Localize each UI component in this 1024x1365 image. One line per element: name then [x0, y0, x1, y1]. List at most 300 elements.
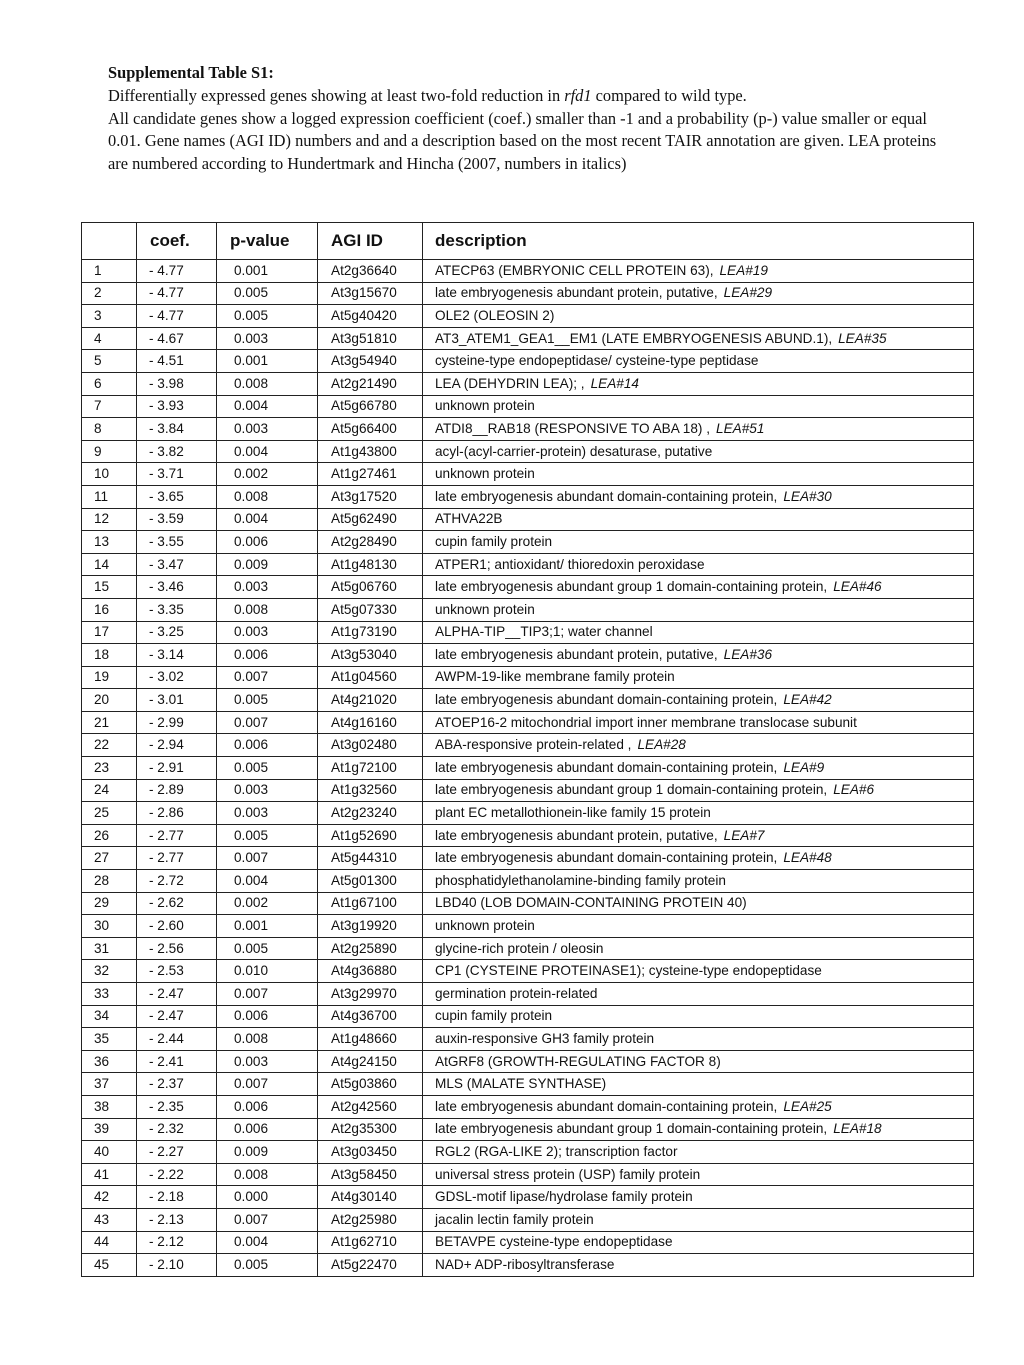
row-index: [82, 621, 137, 644]
row-p-value-text: 0.005: [234, 692, 269, 708]
row-agi-id: [318, 779, 423, 802]
row-coef-text: - 3.14: [149, 646, 184, 662]
row-agi-id-text: At3g51810: [331, 330, 397, 346]
row-agi-id: [318, 1005, 423, 1028]
table-row: [82, 1208, 974, 1231]
row-agi-id-text: At3g19920: [331, 918, 397, 934]
row-description-text: cupin family protein: [435, 1008, 553, 1024]
row-coef-text: - 2.32: [149, 1121, 184, 1137]
row-p-value: [217, 327, 318, 350]
row-index-text: 9: [94, 443, 102, 459]
row-index-text: 39: [94, 1121, 110, 1137]
row-coef: [137, 779, 217, 802]
row-coef-text: - 2.94: [149, 737, 184, 753]
row-coef-text: - 3.98: [149, 375, 184, 391]
row-agi-id: [318, 327, 423, 350]
row-p-value-text: 0.006: [234, 1098, 269, 1114]
row-agi-id-text: At1g43800: [331, 443, 397, 459]
row-coef-text: - 3.35: [149, 601, 184, 617]
row-agi-id: [318, 847, 423, 870]
row-agi-id-text: At1g27461: [331, 466, 397, 482]
row-index-text: 23: [94, 759, 110, 775]
table-row: [82, 892, 974, 915]
row-description-text: ABA-responsive protein-related ,: [435, 737, 632, 753]
row-index: [82, 508, 137, 531]
row-coef-text: - 3.01: [149, 692, 184, 708]
row-coef: [137, 598, 217, 621]
row-p-value: [217, 779, 318, 802]
row-p-value: [217, 1095, 318, 1118]
row-description: [423, 1141, 974, 1164]
table-row: [82, 734, 974, 757]
row-coef-text: - 2.60: [149, 918, 184, 934]
row-description: [423, 960, 974, 983]
row-description-text: ATECP63 (EMBRYONIC CELL PROTEIN 63),: [435, 262, 714, 278]
row-description: [423, 666, 974, 689]
row-index-text: 22: [94, 737, 110, 753]
row-p-value-text: 0.003: [234, 624, 269, 640]
row-p-value-text: 0.003: [234, 330, 269, 346]
row-p-value-text: 0.006: [234, 1008, 269, 1024]
row-coef: [137, 576, 217, 599]
row-description: [423, 689, 974, 712]
row-index-text: 36: [94, 1053, 110, 1069]
row-coef: [137, 847, 217, 870]
row-agi-id: [318, 1208, 423, 1231]
row-p-value: [217, 621, 318, 644]
row-agi-id-text: At3g54940: [331, 353, 397, 369]
row-description-text: GDSL-motif lipase/hydrolase family protein: [435, 1189, 693, 1205]
row-agi-id-text: At1g32560: [331, 782, 397, 798]
table-row: [82, 531, 974, 554]
row-agi-id: [318, 1028, 423, 1051]
row-description-text: late embryogenesis abundant protein, putative,: [435, 285, 718, 301]
row-index-text: 6: [94, 375, 102, 391]
row-description-text: RGL2 (RGA-LIKE 2); transcription factor: [435, 1143, 678, 1159]
row-coef-text: - 2.35: [149, 1098, 184, 1114]
row-description-text: late embryogenesis abundant domain-containing protein,: [435, 1098, 778, 1114]
table-header-row: [82, 223, 974, 260]
row-index-text: 29: [94, 895, 110, 911]
row-agi-id: [318, 418, 423, 441]
row-description-text: late embryogenesis abundant protein, putative,: [435, 827, 718, 843]
row-agi-id-text: At3g53040: [331, 646, 397, 662]
row-description: [423, 915, 974, 938]
row-p-value-text: 0.006: [234, 533, 269, 549]
row-agi-id: [318, 463, 423, 486]
row-description: [423, 531, 974, 554]
row-p-value-text: 0.006: [234, 1121, 269, 1137]
row-p-value: [217, 734, 318, 757]
row-agi-id: [318, 260, 423, 283]
row-agi-id-text: At1g48130: [331, 556, 397, 572]
table-row: [82, 508, 974, 531]
row-description: [423, 1118, 974, 1141]
table-row: [82, 644, 974, 667]
row-description: [423, 711, 974, 734]
row-p-value-text: 0.004: [234, 1234, 269, 1250]
row-agi-id: [318, 734, 423, 757]
row-agi-id-text: At5g62490: [331, 511, 397, 527]
row-coef: [137, 1073, 217, 1096]
table-caption: [108, 62, 948, 176]
row-description: [423, 779, 974, 802]
table-row: [82, 1163, 974, 1186]
row-coef-text: - 2.91: [149, 759, 184, 775]
row-agi-id: [318, 305, 423, 328]
row-agi-id-text: At5g03860: [331, 1076, 397, 1092]
row-coef: [137, 440, 217, 463]
row-description: [423, 260, 974, 283]
row-coef-text: - 2.41: [149, 1053, 184, 1069]
row-index: [82, 598, 137, 621]
table-row: [82, 282, 974, 305]
row-coef-text: - 2.47: [149, 985, 184, 1001]
row-index-text: 42: [94, 1189, 110, 1205]
row-description-text: unknown protein: [435, 466, 535, 482]
table-row: [82, 621, 974, 644]
row-agi-id-text: At1g73190: [331, 624, 397, 640]
table-row: [82, 1231, 974, 1254]
row-description-text: OLE2 (OLEOSIN 2): [435, 307, 555, 323]
row-coef-text: - 4.67: [149, 330, 184, 346]
row-description: [423, 1254, 974, 1277]
row-description-text: late embryogenesis abundant domain-containing protein,: [435, 692, 778, 708]
row-description: [423, 1208, 974, 1231]
lea-number: LEA#18: [833, 1121, 882, 1137]
row-index-text: 28: [94, 872, 110, 888]
row-index: [82, 1005, 137, 1028]
row-index-text: 31: [94, 940, 110, 956]
row-agi-id-text: At3g15670: [331, 285, 397, 301]
row-agi-id-text: At5g66400: [331, 420, 397, 436]
caption-heading: Supplemental Table S1:: [108, 63, 274, 82]
row-coef-text: - 2.72: [149, 872, 184, 888]
row-coef: [137, 1208, 217, 1231]
row-index-text: 32: [94, 963, 110, 979]
row-coef-text: - 2.12: [149, 1234, 184, 1250]
table-row: [82, 485, 974, 508]
row-agi-id-text: At1g04560: [331, 669, 397, 685]
row-agi-id-text: At5g01300: [331, 872, 397, 888]
row-index: [82, 305, 137, 328]
row-index: [82, 711, 137, 734]
lea-number: LEA#14: [590, 375, 639, 391]
row-coef-text: - 3.47: [149, 556, 184, 572]
row-index: [82, 553, 137, 576]
row-index-text: 11: [94, 488, 109, 504]
table-row: [82, 1095, 974, 1118]
row-index: [82, 824, 137, 847]
lea-number: LEA#35: [838, 330, 887, 346]
row-description: [423, 1005, 974, 1028]
caption-line-1: [108, 85, 948, 108]
row-description: [423, 282, 974, 305]
row-index-text: 7: [94, 398, 102, 414]
row-coef-text: - 3.82: [149, 443, 184, 459]
row-coef-text: - 2.86: [149, 805, 184, 821]
row-agi-id: [318, 372, 423, 395]
row-index: [82, 1050, 137, 1073]
row-agi-id-text: At2g25890: [331, 940, 397, 956]
row-description: [423, 1028, 974, 1051]
row-index: [82, 870, 137, 893]
row-agi-id-text: At2g35300: [331, 1121, 397, 1137]
row-agi-id: [318, 757, 423, 780]
row-p-value: [217, 463, 318, 486]
row-p-value-text: 0.005: [234, 940, 269, 956]
header-agi-id: AGI ID: [318, 223, 423, 260]
row-p-value: [217, 937, 318, 960]
row-agi-id: [318, 1163, 423, 1186]
row-coef: [137, 734, 217, 757]
row-p-value: [217, 1208, 318, 1231]
row-p-value: [217, 1050, 318, 1073]
row-coef: [137, 915, 217, 938]
table-row: [82, 305, 974, 328]
row-agi-id-text: At3g17520: [331, 488, 397, 504]
row-agi-id: [318, 1118, 423, 1141]
row-index: [82, 1231, 137, 1254]
row-agi-id-text: At2g36640: [331, 262, 397, 278]
row-index-text: 30: [94, 918, 110, 934]
row-p-value: [217, 757, 318, 780]
row-index: [82, 1028, 137, 1051]
lea-number: LEA#48: [783, 850, 832, 866]
row-p-value-text: 0.005: [234, 285, 269, 301]
row-p-value: [217, 372, 318, 395]
row-index-text: 41: [94, 1166, 110, 1182]
row-p-value-text: 0.007: [234, 669, 269, 685]
row-index: [82, 576, 137, 599]
row-p-value: [217, 1163, 318, 1186]
row-coef: [137, 870, 217, 893]
row-index: [82, 1141, 137, 1164]
table-row: [82, 689, 974, 712]
row-description: [423, 870, 974, 893]
row-index-text: 33: [94, 985, 110, 1001]
row-description-text: plant EC metallothionein-like family 15 protein: [435, 805, 711, 821]
table-row: [82, 463, 974, 486]
row-agi-id: [318, 1186, 423, 1209]
row-p-value-text: 0.005: [234, 759, 269, 775]
row-p-value: [217, 1005, 318, 1028]
row-p-value: [217, 1254, 318, 1277]
row-description: [423, 372, 974, 395]
row-index: [82, 350, 137, 373]
row-p-value-text: 0.007: [234, 1211, 269, 1227]
row-coef-text: - 3.71: [149, 466, 184, 482]
row-index: [82, 734, 137, 757]
row-description-text: ATPER1; antioxidant/ thioredoxin peroxidase: [435, 556, 705, 572]
row-p-value: [217, 598, 318, 621]
table-row: [82, 327, 974, 350]
row-description-text: phosphatidylethanolamine-binding family protein: [435, 872, 726, 888]
row-coef: [137, 372, 217, 395]
row-p-value: [217, 1141, 318, 1164]
row-agi-id: [318, 508, 423, 531]
row-coef: [137, 689, 217, 712]
row-agi-id-text: At3g03450: [331, 1143, 397, 1159]
row-description: [423, 395, 974, 418]
row-p-value-text: 0.001: [234, 353, 269, 369]
row-description-text: unknown protein: [435, 918, 535, 934]
row-description: [423, 327, 974, 350]
row-description-text: late embryogenesis abundant domain-containing protein,: [435, 850, 778, 866]
row-coef-text: - 3.55: [149, 533, 184, 549]
row-agi-id-text: At2g23240: [331, 805, 397, 821]
table-row: [82, 870, 974, 893]
row-p-value-text: 0.006: [234, 646, 269, 662]
row-coef-text: - 2.18: [149, 1189, 184, 1205]
row-agi-id: [318, 1254, 423, 1277]
lea-number: LEA#36: [723, 646, 773, 662]
row-p-value-text: 0.004: [234, 511, 269, 527]
lea-number: LEA#42: [783, 692, 832, 708]
row-coef-text: - 3.84: [149, 420, 184, 436]
row-coef: [137, 1028, 217, 1051]
row-description: [423, 350, 974, 373]
row-coef-text: - 2.44: [149, 1030, 184, 1046]
table-row: [82, 418, 974, 441]
row-p-value: [217, 666, 318, 689]
row-index: [82, 983, 137, 1006]
row-agi-id-text: At2g25980: [331, 1211, 397, 1227]
row-index: [82, 1163, 137, 1186]
row-index: [82, 531, 137, 554]
row-description-text: CP1 (CYSTEINE PROTEINASE1); cysteine-type endopeptidase: [435, 963, 822, 979]
table-row: [82, 847, 974, 870]
table-row: [82, 666, 974, 689]
row-coef-text: - 2.77: [149, 827, 184, 843]
row-index-text: 43: [94, 1211, 110, 1227]
row-description: [423, 1231, 974, 1254]
row-description: [423, 892, 974, 915]
row-index-text: 5: [94, 353, 102, 369]
row-description: [423, 305, 974, 328]
row-p-value: [217, 892, 318, 915]
row-p-value-text: 0.001: [234, 262, 269, 278]
lea-number: LEA#51: [716, 420, 765, 436]
table-row: [82, 1073, 974, 1096]
row-p-value: [217, 689, 318, 712]
row-p-value-text: 0.000: [234, 1189, 269, 1205]
row-description: [423, 1186, 974, 1209]
row-index-text: 2: [94, 285, 102, 301]
row-description-text: NAD+ ADP-ribosyltransferase: [435, 1256, 615, 1272]
row-coef: [137, 1254, 217, 1277]
row-p-value: [217, 418, 318, 441]
row-description-text: LBD40 (LOB DOMAIN-CONTAINING PROTEIN 40): [435, 895, 747, 911]
table-row: [82, 553, 974, 576]
row-description-text: late embryogenesis abundant domain-containing protein,: [435, 759, 778, 775]
row-description: [423, 508, 974, 531]
row-description: [423, 937, 974, 960]
row-index-text: 12: [94, 511, 110, 527]
row-agi-id: [318, 802, 423, 825]
row-description-text: late embryogenesis abundant group 1 domain-containing protein,: [435, 782, 828, 798]
row-index: [82, 1095, 137, 1118]
lea-number: LEA#28: [637, 737, 686, 753]
row-p-value-text: 0.005: [234, 1256, 269, 1272]
row-index-text: 35: [94, 1030, 110, 1046]
row-index: [82, 937, 137, 960]
row-index: [82, 666, 137, 689]
table-row: [82, 1028, 974, 1051]
row-index: [82, 802, 137, 825]
row-coef: [137, 1050, 217, 1073]
row-agi-id: [318, 892, 423, 915]
row-p-value: [217, 576, 318, 599]
row-coef-text: - 2.10: [149, 1256, 184, 1272]
row-agi-id-text: At1g72100: [331, 759, 397, 775]
caption-line-1-post: compared to wild type.: [591, 85, 747, 105]
row-coef-text: - 2.47: [149, 1008, 184, 1024]
row-p-value-text: 0.009: [234, 1143, 269, 1159]
row-index: [82, 327, 137, 350]
row-agi-id-text: At2g42560: [331, 1098, 397, 1114]
row-agi-id-text: At4g36880: [331, 963, 397, 979]
row-description-text: glycine-rich protein / oleosin: [435, 940, 604, 956]
row-index: [82, 915, 137, 938]
table-row: [82, 711, 974, 734]
row-index-text: 38: [94, 1098, 110, 1114]
lea-number: LEA#30: [783, 488, 832, 504]
row-p-value-text: 0.007: [234, 985, 269, 1001]
row-index-text: 45: [94, 1256, 110, 1272]
row-description: [423, 1050, 974, 1073]
row-agi-id: [318, 644, 423, 667]
row-p-value-text: 0.002: [234, 466, 269, 482]
row-coef: [137, 418, 217, 441]
row-index-text: 44: [94, 1234, 110, 1250]
row-coef: [137, 1141, 217, 1164]
row-coef: [137, 757, 217, 780]
row-p-value: [217, 960, 318, 983]
row-p-value: [217, 644, 318, 667]
row-agi-id: [318, 1050, 423, 1073]
row-agi-id-text: At2g21490: [331, 375, 397, 391]
row-description-text: LEA (DEHYDRIN LEA); ,: [435, 375, 585, 391]
table-row: [82, 802, 974, 825]
row-index: [82, 372, 137, 395]
row-p-value: [217, 260, 318, 283]
row-agi-id: [318, 350, 423, 373]
row-description: [423, 734, 974, 757]
row-agi-id-text: At4g21020: [331, 692, 397, 708]
header-index: [82, 223, 137, 260]
row-p-value-text: 0.007: [234, 714, 269, 730]
row-description: [423, 553, 974, 576]
row-p-value-text: 0.003: [234, 805, 269, 821]
row-p-value: [217, 395, 318, 418]
row-coef: [137, 960, 217, 983]
row-index-text: 20: [94, 692, 110, 708]
row-agi-id-text: At1g52690: [331, 827, 397, 843]
row-coef: [137, 327, 217, 350]
caption-body: All candidate genes show a logged expression coefficient (coef.) smaller than -1 and a probability (p-) value smaller or equal 0.01. Gene names (AGI ID) numbers and and a description based on the most recent TAIR annotation are given. LEA proteins are numbered according to Hundertmark and Hincha (2007, numbers in italics): [108, 108, 937, 174]
row-index: [82, 1118, 137, 1141]
row-index-text: 13: [94, 533, 110, 549]
row-coef: [137, 644, 217, 667]
row-agi-id: [318, 689, 423, 712]
row-index: [82, 395, 137, 418]
row-coef-text: - 3.65: [149, 488, 184, 504]
row-p-value: [217, 1231, 318, 1254]
row-agi-id-text: At3g58450: [331, 1166, 397, 1182]
row-index: [82, 282, 137, 305]
table-row: [82, 395, 974, 418]
